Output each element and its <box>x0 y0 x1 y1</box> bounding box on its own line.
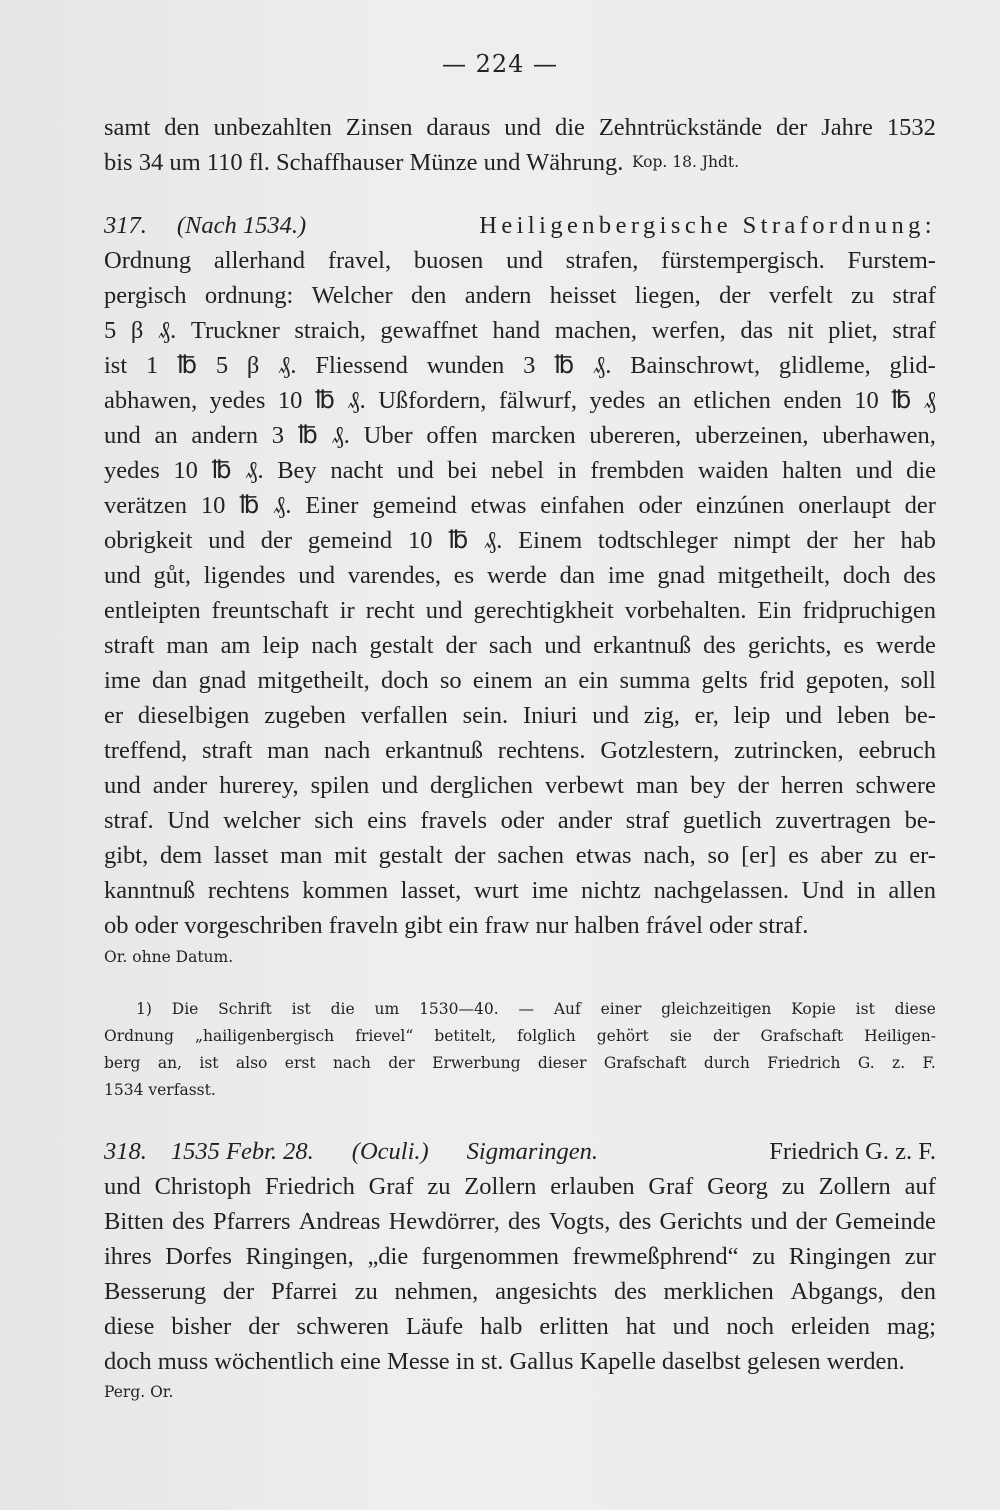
text-line: ihres Dorfes Ringingen, „die furgenommen frewmeßphrend“ zu Ringingen zur <box>104 1243 936 1270</box>
footnote-line: Ordnung „hailigenbergisch frievel“ betitelt, folglich gehört sie der Grafschaft Heiligen- <box>104 1027 936 1045</box>
footnote-line: 1) Die Schrift ist die um 1530—40. — Auf einer gleichzeitigen Kopie ist diese <box>136 1000 936 1018</box>
text-line: gibt, dem lasset man mit gestalt der sachen etwas nach, so [er] es aber zu er- <box>104 842 936 869</box>
footnote-line: 1534 verfasst. <box>104 1081 216 1099</box>
text-line: ob oder vorgeschriben fraveln gibt ein fraw nur halben frável oder straf. <box>104 912 809 939</box>
text-line: entleipten freuntschaft ir recht und gerechtigkheit vorbehalten. Ein fridpruchigen <box>104 597 936 624</box>
text-line: pergisch ordnung: Welcher den andern heisset liegen, der verfelt zu straf <box>104 282 936 309</box>
text-line: und an andern 3 ℔ ₰. Uber offen marcken ubereren, uberzeinen, uberhawen, <box>104 422 936 449</box>
text-line: ist 1 ℔ 5 β ₰. Fliessend wunden 3 ℔ ₰. Bainschrowt, glidleme, glid- <box>104 352 936 379</box>
entry-318 <box>104 1134 936 1405</box>
intro-paragraph <box>104 110 936 180</box>
text-line: obrigkeit und der gemeind 10 ℔ ₰. Einem todtschleger nimpt der her hab <box>104 527 936 554</box>
text-line: Besserung der Pfarrei zu nehmen, angesichts des merklichen Abgangs, den <box>104 1278 936 1305</box>
text-line: treffend, straft man nach erkantnuß rechtens. Gotzlestern, zutrincken, eebruch <box>104 737 936 764</box>
text-line: verätzen 10 ℔ ₰. Einer gemeind etwas einfahen oder einzúnen onerlaupt der <box>104 492 936 519</box>
entry-place: Sigmaringen. <box>466 1138 599 1165</box>
text-line: straft man am leip nach gestalt der sach und erkantnuß des gerichts, es werde <box>104 632 936 659</box>
text-line: abhawen, yedes 10 ℔ ₰. Ußfordern, fälwurf, yedes an etlichen enden 10 ℔ ₰ <box>104 387 936 414</box>
text-line: Bitten des Pfarrers Andreas Hewdörrer, des Vogts, des Gerichts und der Gemeinde <box>104 1208 936 1235</box>
text-line: bis 34 um 110 fl. Schaffhauser Münze und Währung. Kop. 18. Jhdt. <box>104 145 936 180</box>
entry-number: 317. <box>104 212 147 239</box>
text-line: doch muss wöchentlich eine Messe in st. Gallus Kapelle daselbst gelesen werden. <box>104 1348 905 1375</box>
text-line: 5 β ₰. Truckner straich, gewaffnet hand machen, werfen, das nit pliet, straf <box>104 317 936 344</box>
entry-heading <box>104 208 936 243</box>
entry-title: Heiligenbergische Strafordnung: <box>479 212 936 239</box>
entry-date: (Nach 1534.) <box>176 212 307 239</box>
text-line: samt den unbezahlten Zinsen daraus und die Zehntrückstände der Jahre 1532 <box>104 114 936 141</box>
entry-heading <box>104 1134 936 1169</box>
source-note: Perg. Or. <box>104 1383 174 1401</box>
entry-date: 1535 Febr. 28. <box>170 1138 314 1165</box>
source-note: Kop. 18. Jhdt. <box>631 153 740 171</box>
entry-feast: (Oculi.) <box>351 1138 429 1165</box>
text-line: diese bisher der schweren Läufe halb erlitten hat und noch erleiden mag; <box>104 1313 936 1340</box>
text-line: Ordnung allerhand fravel, buosen und strafen, fürstempergisch. Furstem- <box>104 247 936 274</box>
entry-number: 318. <box>104 1138 147 1165</box>
text-line: straf. Und welcher sich eins fravels oder ander straf guetlich zuvertragen be- <box>104 807 936 834</box>
text-line: und ander hurerey, spilen und derglichen verbewt man bey der herren schwere <box>104 772 936 799</box>
entry-body <box>104 1169 936 1379</box>
text-line: er dieselbigen zugeben verfallen sein. Iniuri und zig, er, leip und leben be- <box>104 702 936 729</box>
text-line: und gůt, ligendes und varendes, es werde dan ime gnad mitgetheilt, doch des <box>104 562 936 589</box>
entry-heading-tail: Friedrich G. z. F. <box>769 1138 936 1165</box>
footnote <box>104 996 936 1104</box>
entry-317 <box>104 208 936 971</box>
text-line: kanntnuß rechtens kommen lasset, wurt ime nichtz nachgelassen. Und in allen <box>104 877 936 904</box>
text-line: yedes 10 ℔ ₰. Bey nacht und bei nebel in frembden waiden halten und die <box>104 457 936 484</box>
text-line: und Christoph Friedrich Graf zu Zollern erlauben Graf Georg zu Zollern auf <box>104 1173 936 1200</box>
footnote-line: berg an, ist also erst nach der Erwerbung dieser Grafschaft durch Friedrich G. z. F. <box>104 1054 936 1072</box>
page-number: — 224 — <box>441 50 559 78</box>
entry-body <box>104 243 936 943</box>
source-note: Or. ohne Datum. <box>104 948 234 966</box>
text-line: ime dan gnad mitgetheilt, doch so einem an ein summa gelts frid gepoten, soll <box>104 667 936 694</box>
